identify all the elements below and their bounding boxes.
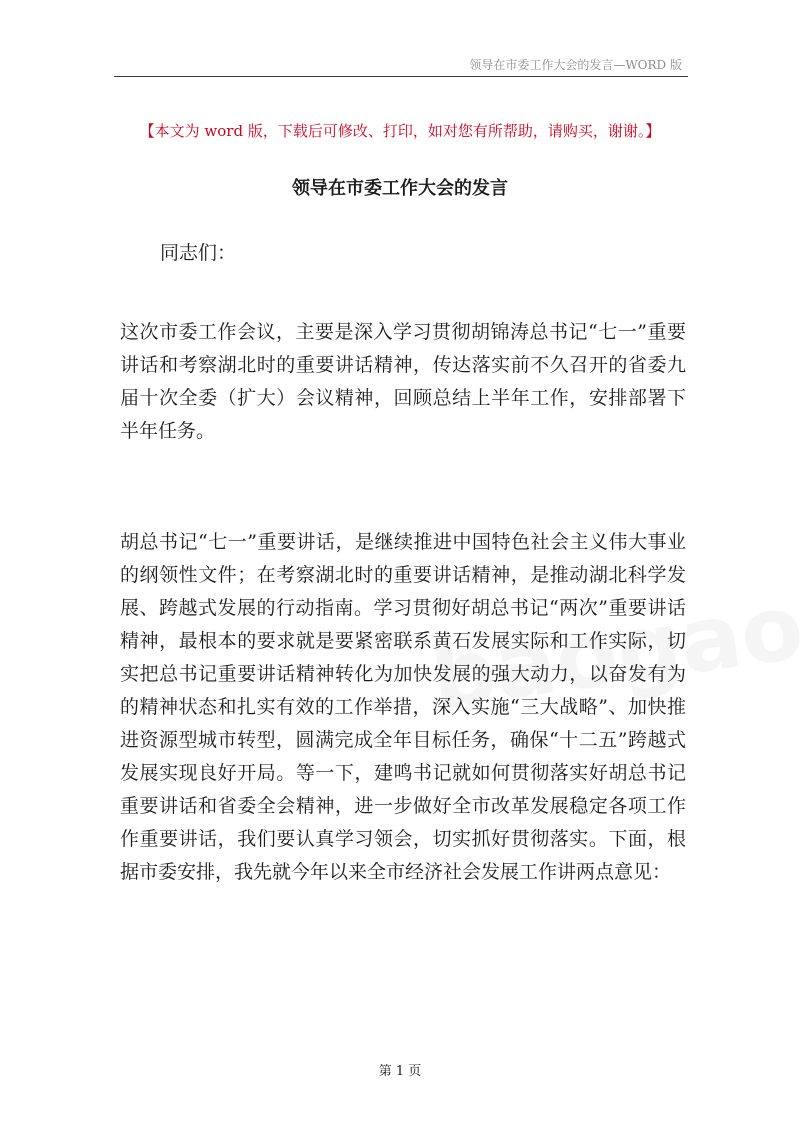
paragraph-2: 胡总书记“七一”重要讲话，是继续推进中国特色社会主义伟大事业的纲领性文件；在考察湖北时的重要讲话精神，是推动湖北科学发展、跨越式发展的行动指南。学习贯彻好胡总书记“两次”重要讲话精神，最根本的要求就是要紧密联系黄石发展实际和工作实际，切实把总书记重要讲话精神转化为加快发展的强大动力，以奋发有为的精神状态和扎实有效的工作举措，深入实施“三大战略”、加快推进资源型城市转型，圆满完成全年目标任务，确保“十二五”跨越式发展实现良好开局。等一下，建鸣书记就如何贯彻落实好胡总书记重要讲话和省委全会精神，进一步做好全市改革发展稳定各项工作作重要讲话，我们要认真学习领会，切实抓好贯彻落实。下面，根据市委安排，我先就今年以来全市经济社会发展工作讲两点意见：: [120, 531, 686, 883]
document-title: 领导在市委工作大会的发言: [292, 178, 508, 199]
running-header: 领导在市委工作大会的发言—WORD 版: [469, 58, 682, 72]
salutation: 同志们：: [160, 242, 237, 264]
header-divider: [114, 76, 688, 77]
page-number: 第 1 页: [378, 1064, 422, 1079]
paragraph-1: 这次市委工作会议，主要是深入学习贯彻胡锦涛总书记“七一”重要讲话和考察湖北时的重要讲话精神，传达落实前不久召开的省委九届十次全委（扩大）会议精神，回顾总结上半年工作，安排部署下半年任务。: [120, 321, 686, 442]
download-notice: 【本文为 word 版，下载后可修改、打印，如对您有所帮助，请购买，谢谢。】: [139, 122, 661, 140]
